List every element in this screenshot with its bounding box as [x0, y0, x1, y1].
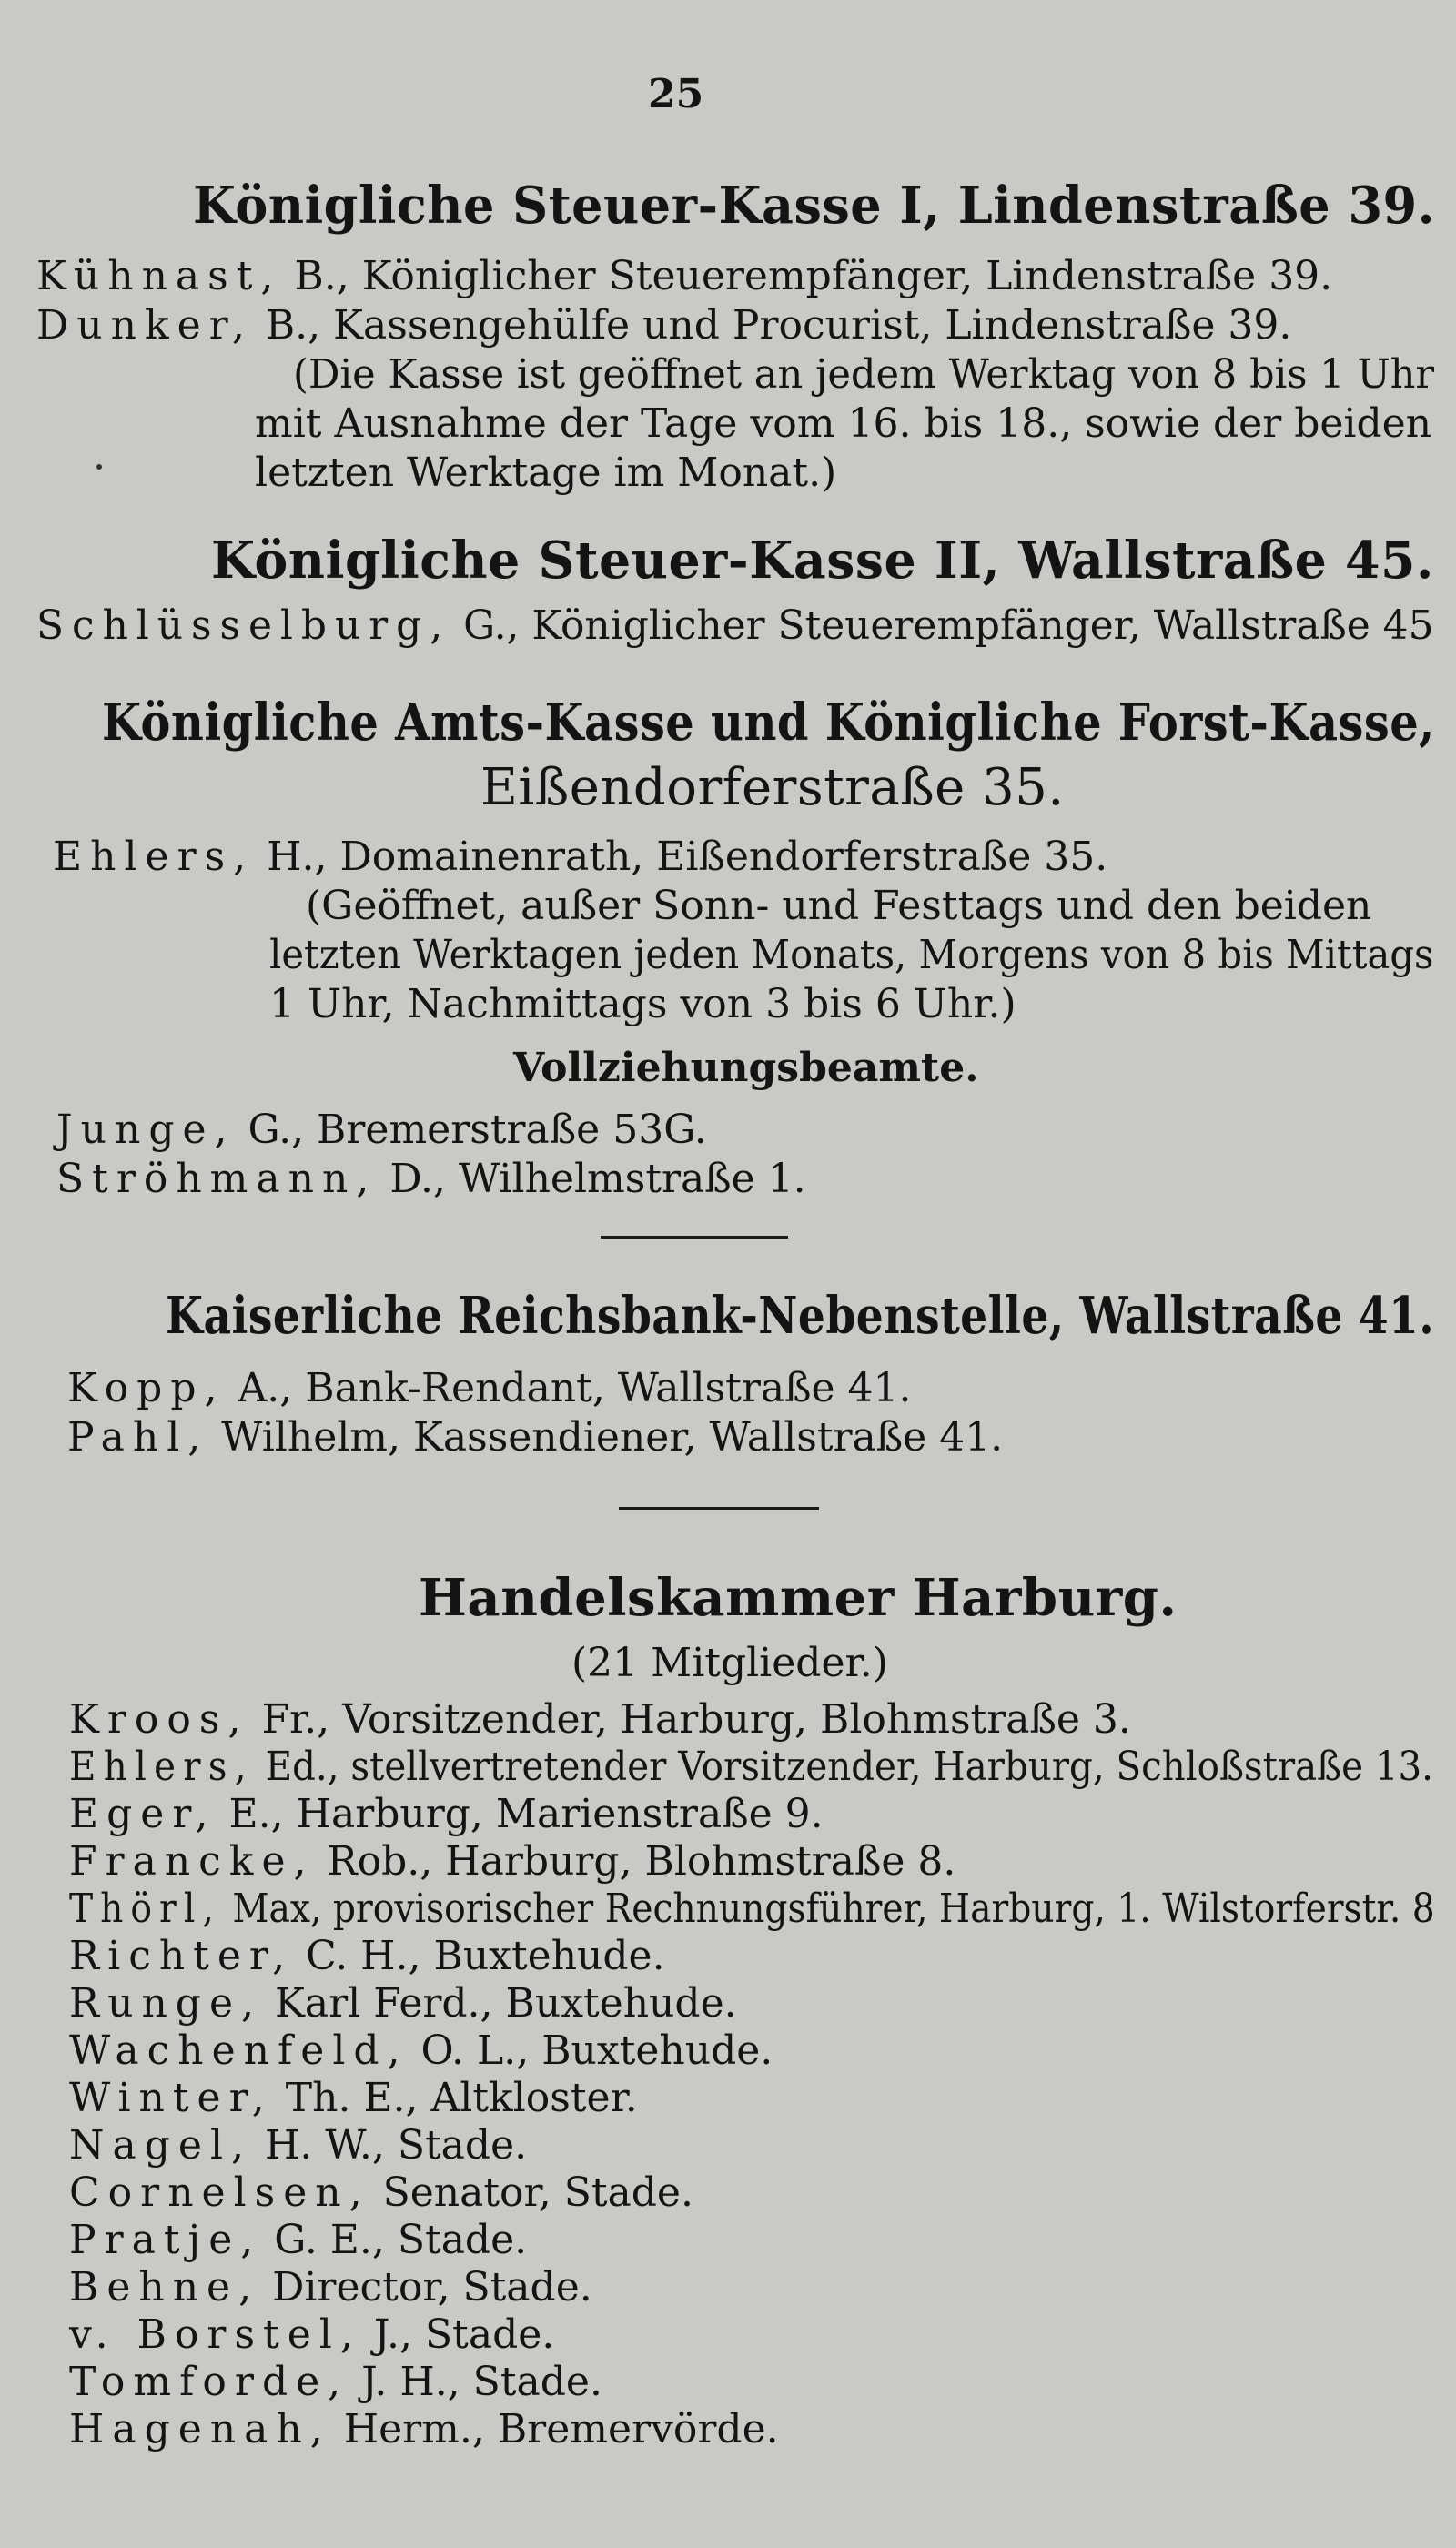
entry-row [69, 2027, 774, 2074]
entry-details: Max, provisorischer Rechnungsführer, Harburg, 1. Wilstorferstr. 8 [232, 1886, 1435, 1932]
subheading-vollziehungsbeamte: Vollziehungsbeamte. [513, 1045, 979, 1091]
section-heading-steuerkasse-2: Königliche Steuer-Kasse II, Wallstraße 45. [211, 531, 1434, 591]
entry-row [36, 253, 1333, 299]
page-number: 25 [648, 71, 704, 117]
entry-row [69, 1886, 1435, 1932]
note-line: (Geöffnet, außer Sonn- und Festtags und den beiden [306, 883, 1372, 929]
entry-name: Eger, [69, 1791, 217, 1837]
entry-row [69, 2359, 602, 2405]
entry-row [67, 1365, 912, 1411]
entry-row [69, 1791, 824, 1837]
entry-row [69, 2264, 592, 2310]
entry-details: Th. E., Altkloster. [285, 2075, 638, 2121]
entry-name: Runge, [69, 1980, 262, 2027]
entry-details: J., Stade. [373, 2311, 555, 2358]
entry-details: Herm., Bremervörde. [343, 2406, 779, 2452]
note-line: mit Ausnahme der Tage vom 16. bis 18., sowie der beiden [255, 400, 1432, 447]
entry-details: E., Harburg, Marienstraße 9. [228, 1791, 824, 1837]
entry-name: Richter, [69, 1933, 294, 1979]
section-heading-reichsbank: Kaiserliche Reichsbank-Nebenstelle, Wallstraße 41. [166, 1286, 1435, 1346]
section-divider [619, 1507, 819, 1510]
note-line: letzten Werktage im Monat.) [255, 450, 837, 496]
section-heading-amtskasse: Königliche Amts-Kasse und Königliche Forst-Kasse, [102, 693, 1435, 753]
entry-row [36, 302, 1292, 349]
note-line: (Die Kasse ist geöffnet an jedem Werktag von 8 bis 1 Uhr [293, 351, 1435, 398]
entry-details: C. H., Buxtehude. [306, 1933, 665, 1979]
entry-name: Nagel, [69, 2122, 252, 2169]
entry-row [69, 2122, 528, 2169]
entry-details: D., Wilhelmstraße 1. [389, 1156, 806, 1202]
entry-row [69, 1933, 665, 1979]
entry-row [69, 2217, 528, 2263]
entry-details: Director, Stade. [272, 2264, 592, 2310]
entry-name: Ströhmann, [56, 1156, 378, 1202]
entry-row [56, 1156, 806, 1202]
entry-name: Thörl, [69, 1886, 221, 1932]
entry-row [53, 834, 1108, 880]
entry-name: Schlüsselburg, [36, 602, 451, 649]
entry-name: Wachenfeld, [69, 2027, 409, 2074]
entry-name: Kroos, [69, 1696, 249, 1743]
entry-row [69, 2169, 693, 2216]
entry-details: G. E., Stade. [274, 2217, 528, 2263]
entry-details: B., Königlicher Steuerempfänger, Lindenstraße 39. [294, 253, 1333, 299]
entry-row [67, 1414, 1004, 1461]
entry-name: Kühnast, [36, 253, 282, 299]
speck [96, 464, 102, 470]
entry-row [36, 602, 1434, 649]
entry-details: O. L., Buxtehude. [420, 2027, 774, 2074]
entry-name: Winter, [69, 2075, 273, 2121]
entry-row [69, 2075, 638, 2121]
entry-row [69, 1980, 737, 2027]
entry-row [56, 1107, 707, 1153]
entry-name: Tomforde, [69, 2359, 349, 2405]
section-heading-amtskasse-address: Eißendorferstraße 35. [480, 758, 1065, 817]
entry-row [69, 1838, 956, 1885]
entry-name: v. Borstel, [69, 2311, 361, 2358]
entry-details: G., Königlicher Steuerempfänger, Wallstraße 45 [463, 602, 1434, 649]
entry-details: H. W., Stade. [265, 2122, 528, 2169]
entry-details: G., Bremerstraße 53G. [248, 1107, 707, 1153]
entry-name: Pratje, [69, 2217, 262, 2263]
entry-details: Rob., Harburg, Blohmstraße 8. [327, 1838, 956, 1885]
entry-details: Fr., Vorsitzender, Harburg, Blohmstraße 3. [261, 1696, 1131, 1743]
entry-row [69, 2311, 555, 2358]
entry-details: Wilhelm, Kassendiener, Wallstraße 41. [221, 1414, 1004, 1461]
entry-details: J. H., Stade. [361, 2359, 602, 2405]
entry-name: Dunker, [36, 302, 253, 349]
entry-row [69, 1744, 1433, 1790]
entry-details: B., Kassengehülfe und Procurist, Lindenstraße 39. [265, 302, 1292, 349]
entry-details: H., Domainenrath, Eißendorferstraße 35. [267, 834, 1108, 880]
entry-name: Junge, [56, 1107, 236, 1153]
entry-name: Pahl, [67, 1414, 209, 1461]
entry-row [69, 1696, 1131, 1743]
entry-details: Senator, Stade. [382, 2169, 693, 2216]
entry-name: Behne, [69, 2264, 260, 2310]
note-line: letzten Werktagen jeden Monats, Morgens von 8 bis Mittags [269, 932, 1434, 978]
entry-name: Ehlers, [53, 834, 255, 880]
section-heading-steuerkasse-1: Königliche Steuer-Kasse I, Lindenstraße 39. [193, 176, 1435, 236]
section-heading-handelskammer: Handelskammer Harburg. [419, 1568, 1178, 1628]
entry-details: A., Bank-Rendant, Wallstraße 41. [238, 1365, 912, 1411]
members-count: (21 Mitglieder.) [571, 1640, 888, 1686]
entry-name: Ehlers, [69, 1744, 254, 1790]
entry-name: Kopp, [67, 1365, 226, 1411]
entry-details: Karl Ferd., Buxtehude. [275, 1980, 737, 2027]
section-divider [601, 1236, 788, 1239]
note-line: 1 Uhr, Nachmittags von 3 bis 6 Uhr.) [269, 981, 1016, 1027]
entry-name: Hagenah, [69, 2406, 331, 2452]
entry-row [69, 2406, 779, 2452]
entry-details: Ed., stellvertretender Vorsitzender, Harburg, Schloßstraße 13. [265, 1744, 1433, 1790]
entry-name: Cornelsen, [69, 2169, 370, 2216]
entry-name: Francke, [69, 1838, 315, 1885]
